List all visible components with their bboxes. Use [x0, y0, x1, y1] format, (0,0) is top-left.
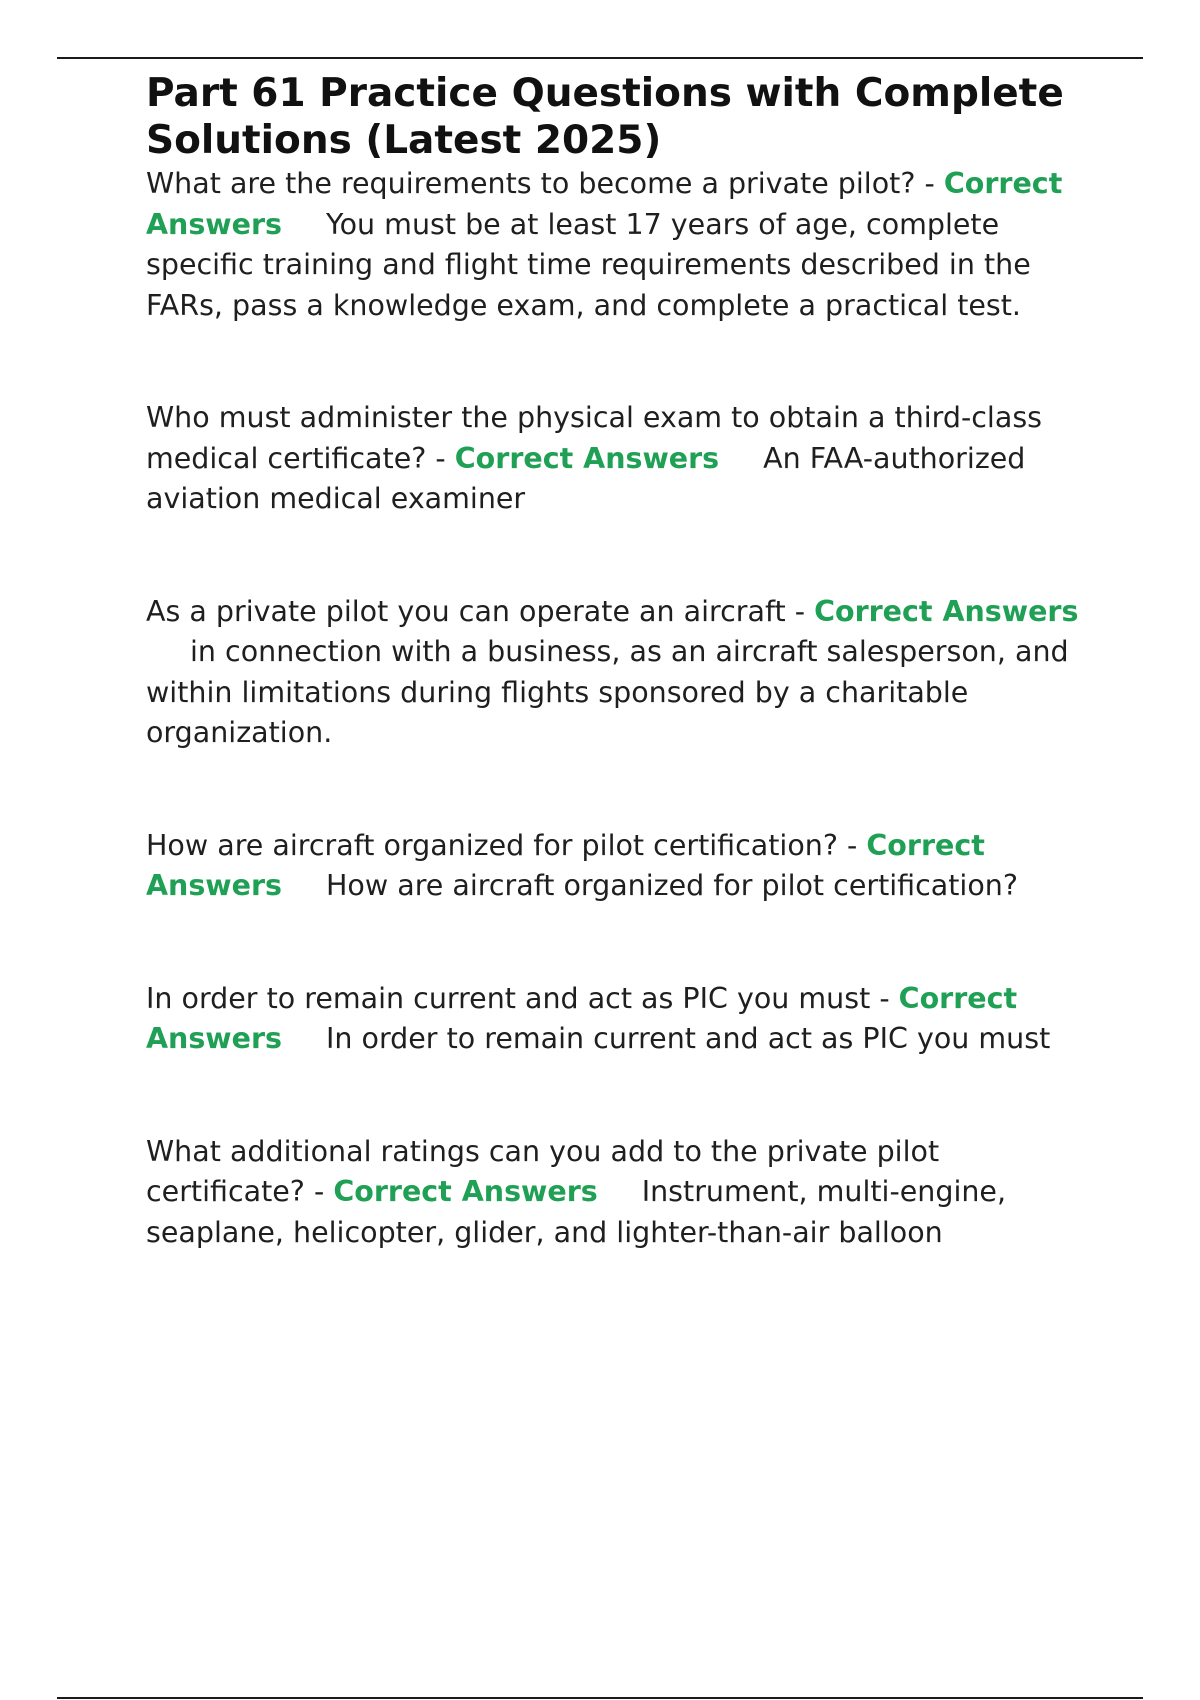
- answer-text: In order to remain current and act as PIC you must: [326, 1022, 1051, 1055]
- qa-item-6: [146, 1132, 1096, 1254]
- question-text: In order to remain current and act as PIC you must -: [146, 981, 899, 1015]
- correct-answers-label: Correct Answers: [146, 981, 1018, 1055]
- document-body: [146, 70, 1096, 1253]
- qa-item-3: [146, 592, 1096, 754]
- qa-item-4: [146, 826, 1096, 907]
- correct-answers-label: Correct Answers: [814, 594, 1079, 628]
- answer-text: You must be at least 17 years of age, complete specific training and flight time requirements described in the FARs, pass a knowledge exam, and complete a practical test.: [146, 207, 1031, 322]
- question-text: How are aircraft organized for pilot certification? -: [146, 828, 867, 862]
- qa-item-1: [146, 164, 1096, 326]
- correct-answers-label: Correct Answers: [146, 167, 1063, 241]
- document-title: Part 61 Practice Questions with Complete Solutions (Latest 2025): [146, 71, 1064, 163]
- correct-answers-label: Correct Answers: [146, 828, 985, 902]
- bottom-divider: [57, 1697, 1143, 1699]
- top-divider: [57, 57, 1143, 59]
- question-text: Who must administer the physical exam to obtain a third-class medical certificate? -: [146, 401, 1043, 475]
- correct-answers-label: Correct Answers: [333, 1175, 598, 1208]
- qa-item-5: [146, 979, 1096, 1060]
- correct-answers-label: Correct Answers: [454, 441, 720, 475]
- question-text: What additional ratings can you add to the private pilot certificate? -: [146, 1134, 940, 1208]
- answer-text: An FAA-authorized aviation medical examiner: [146, 441, 1026, 515]
- question-text: As a private pilot you can operate an aircraft -: [146, 594, 815, 628]
- answer-text: How are aircraft organized for pilot certification?: [326, 869, 1018, 902]
- answer-text: Instrument, multi-engine, seaplane, helicopter, glider, and lighter-than-air balloon: [146, 1175, 1007, 1249]
- qa-item-2: [146, 398, 1096, 520]
- question-text: What are the requirements to become a private pilot? -: [146, 167, 944, 200]
- answer-text: in connection with a business, as an aircraft salesperson, and within limitations during flights sponsored by a charitable organization.: [146, 635, 1069, 749]
